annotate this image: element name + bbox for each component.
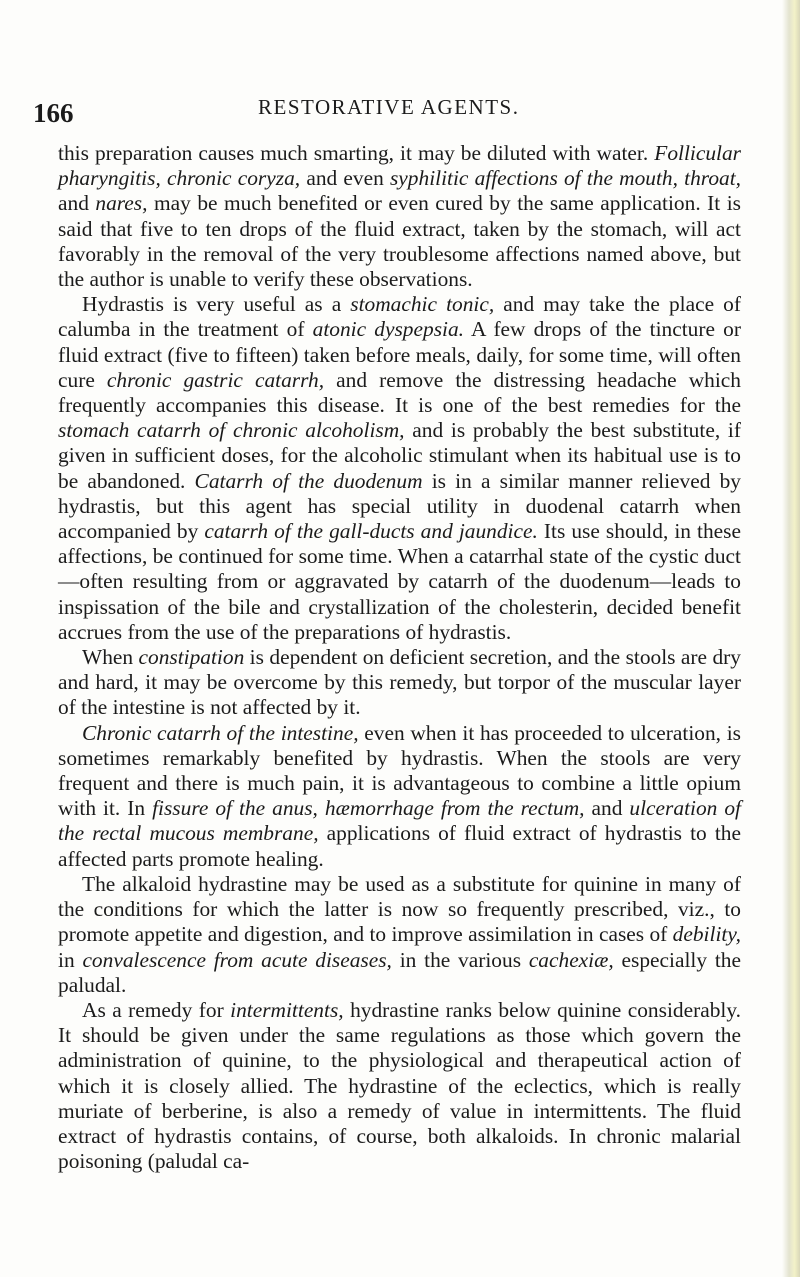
italic-term: Chronic catarrh of the intestine, — [82, 720, 359, 745]
italic-term: chronic gastric catarrh, — [106, 367, 325, 392]
italic-term: intermittents, — [230, 997, 344, 1022]
text-run: Its use should, in these affections, be continued for some time. When a catarrhal state of the cystic duct—often resulting from or aggravated by catarrh of the duodenum—leads to inspissation of the bile and crystallization of the cholesterin, decided benefit accrues from the use of the preparations of hydrastis. — [58, 519, 741, 644]
text-run: and is probably the best substitute, if given in sufficient doses, for the alcoholic stimulant when its habitual use is to be abandoned. — [58, 418, 741, 493]
text-run: is dependent on deficient secretion, and the stools are dry and hard, it may be overcome by this remedy, but torpor of the muscular layer of the intestine is not affected by it. — [58, 645, 741, 720]
text-run: especially the paludal. — [58, 947, 741, 997]
paragraph — [58, 872, 741, 998]
paragraph — [58, 998, 741, 1174]
italic-term: syphilitic affections of the mouth, throat, — [389, 166, 741, 191]
text-run: even when it has proceeded to ulceration, is sometimes remarkably benefited by hydrastis. When the stools are very frequent and there is much pain, it is advantageous to combine a little opium with it. In — [58, 720, 741, 821]
italic-term: cachexiæ, — [528, 947, 614, 972]
italic-term: debility, — [672, 922, 741, 947]
text-run: in the various — [391, 947, 529, 972]
italic-term: fissure of the anus, hæmorrhage from the rectum, — [152, 796, 585, 821]
italic-term: constipation — [138, 645, 245, 670]
text-run: may be much benefited or even cured by the same application. It is said that five to ten drops of the fluid extract, taken by the stomach, will act favorably in the removal of the very troublesome affections named above, but the author is unable to verify these observations. — [58, 191, 742, 292]
page-edge-shadow — [782, 0, 800, 1277]
running-head: RESTORATIVE AGENTS. — [258, 95, 520, 119]
paragraph — [58, 292, 741, 645]
italic-term: Follicular pharyngitis, chronic coryza, — [58, 141, 741, 191]
text-run: applications of fluid extract of hydrastis to the affected parts promote healing. — [58, 821, 741, 871]
italic-term: nares, — [95, 191, 148, 216]
text-run: hydrastine ranks below quinine considerably. It should be given under the same regulations as those which govern the administration of quinine, to the physiological and therapeutical action of which it is closely allied. The hydrastine of the eclectics, which is really muriate of berberine, is also a remedy of value in intermittents. The fluid extract of hydrastis contains, of course, both alkaloids. In chronic malarial poisoning (paludal ca- — [58, 997, 741, 1174]
paragraph — [58, 141, 741, 292]
text-run: Hydrastis is very useful as a — [82, 292, 351, 317]
text-run: in — [58, 947, 83, 972]
text-run: The alkaloid hydrastine may be used as a substitute for quinine in many of the conditions for which the latter is now so frequently prescribed, viz., to promote appetite and digestion, and to improve assimilation in cases of — [58, 871, 741, 947]
text-run: and — [58, 191, 96, 216]
text-run: this preparation causes much smarting, it may be diluted with water. — [58, 141, 655, 165]
text-run: A few drops of the tincture or fluid extract (five to fifteen) taken before meals, daily, for some time, will often cure — [58, 317, 741, 392]
italic-term: convalescence from acute diseases, — [82, 947, 392, 972]
text-run: and remove the distressing headache which frequently accompanies this disease. It is one of the best remedies for the — [58, 367, 741, 418]
text-run: and — [584, 796, 630, 821]
body-text — [58, 141, 741, 1174]
text-run: and even — [300, 166, 390, 191]
page-number: 166 — [33, 98, 74, 128]
text-run: and may take the place of calumba in the treatment of — [58, 292, 741, 342]
text-run: As a remedy for — [82, 997, 231, 1022]
text-run: is in a similar manner relieved by hydrastis, but this agent has special utility in duodenal catarrh when accompanied by — [58, 468, 741, 544]
italic-term: atonic dyspepsia. — [312, 317, 465, 342]
italic-term: stomach catarrh of chronic alcoholism, — [58, 418, 405, 443]
italic-term: catarrh of the gall-ducts and jaundice. — [204, 519, 538, 544]
text-run: When — [82, 645, 139, 670]
italic-term: ulceration of the rectal mucous membrane, — [58, 796, 741, 846]
italic-term: Catarrh of the duodenum — [194, 468, 423, 493]
paragraph — [58, 645, 741, 721]
paragraph — [58, 721, 741, 872]
italic-term: stomachic tonic, — [350, 292, 495, 317]
